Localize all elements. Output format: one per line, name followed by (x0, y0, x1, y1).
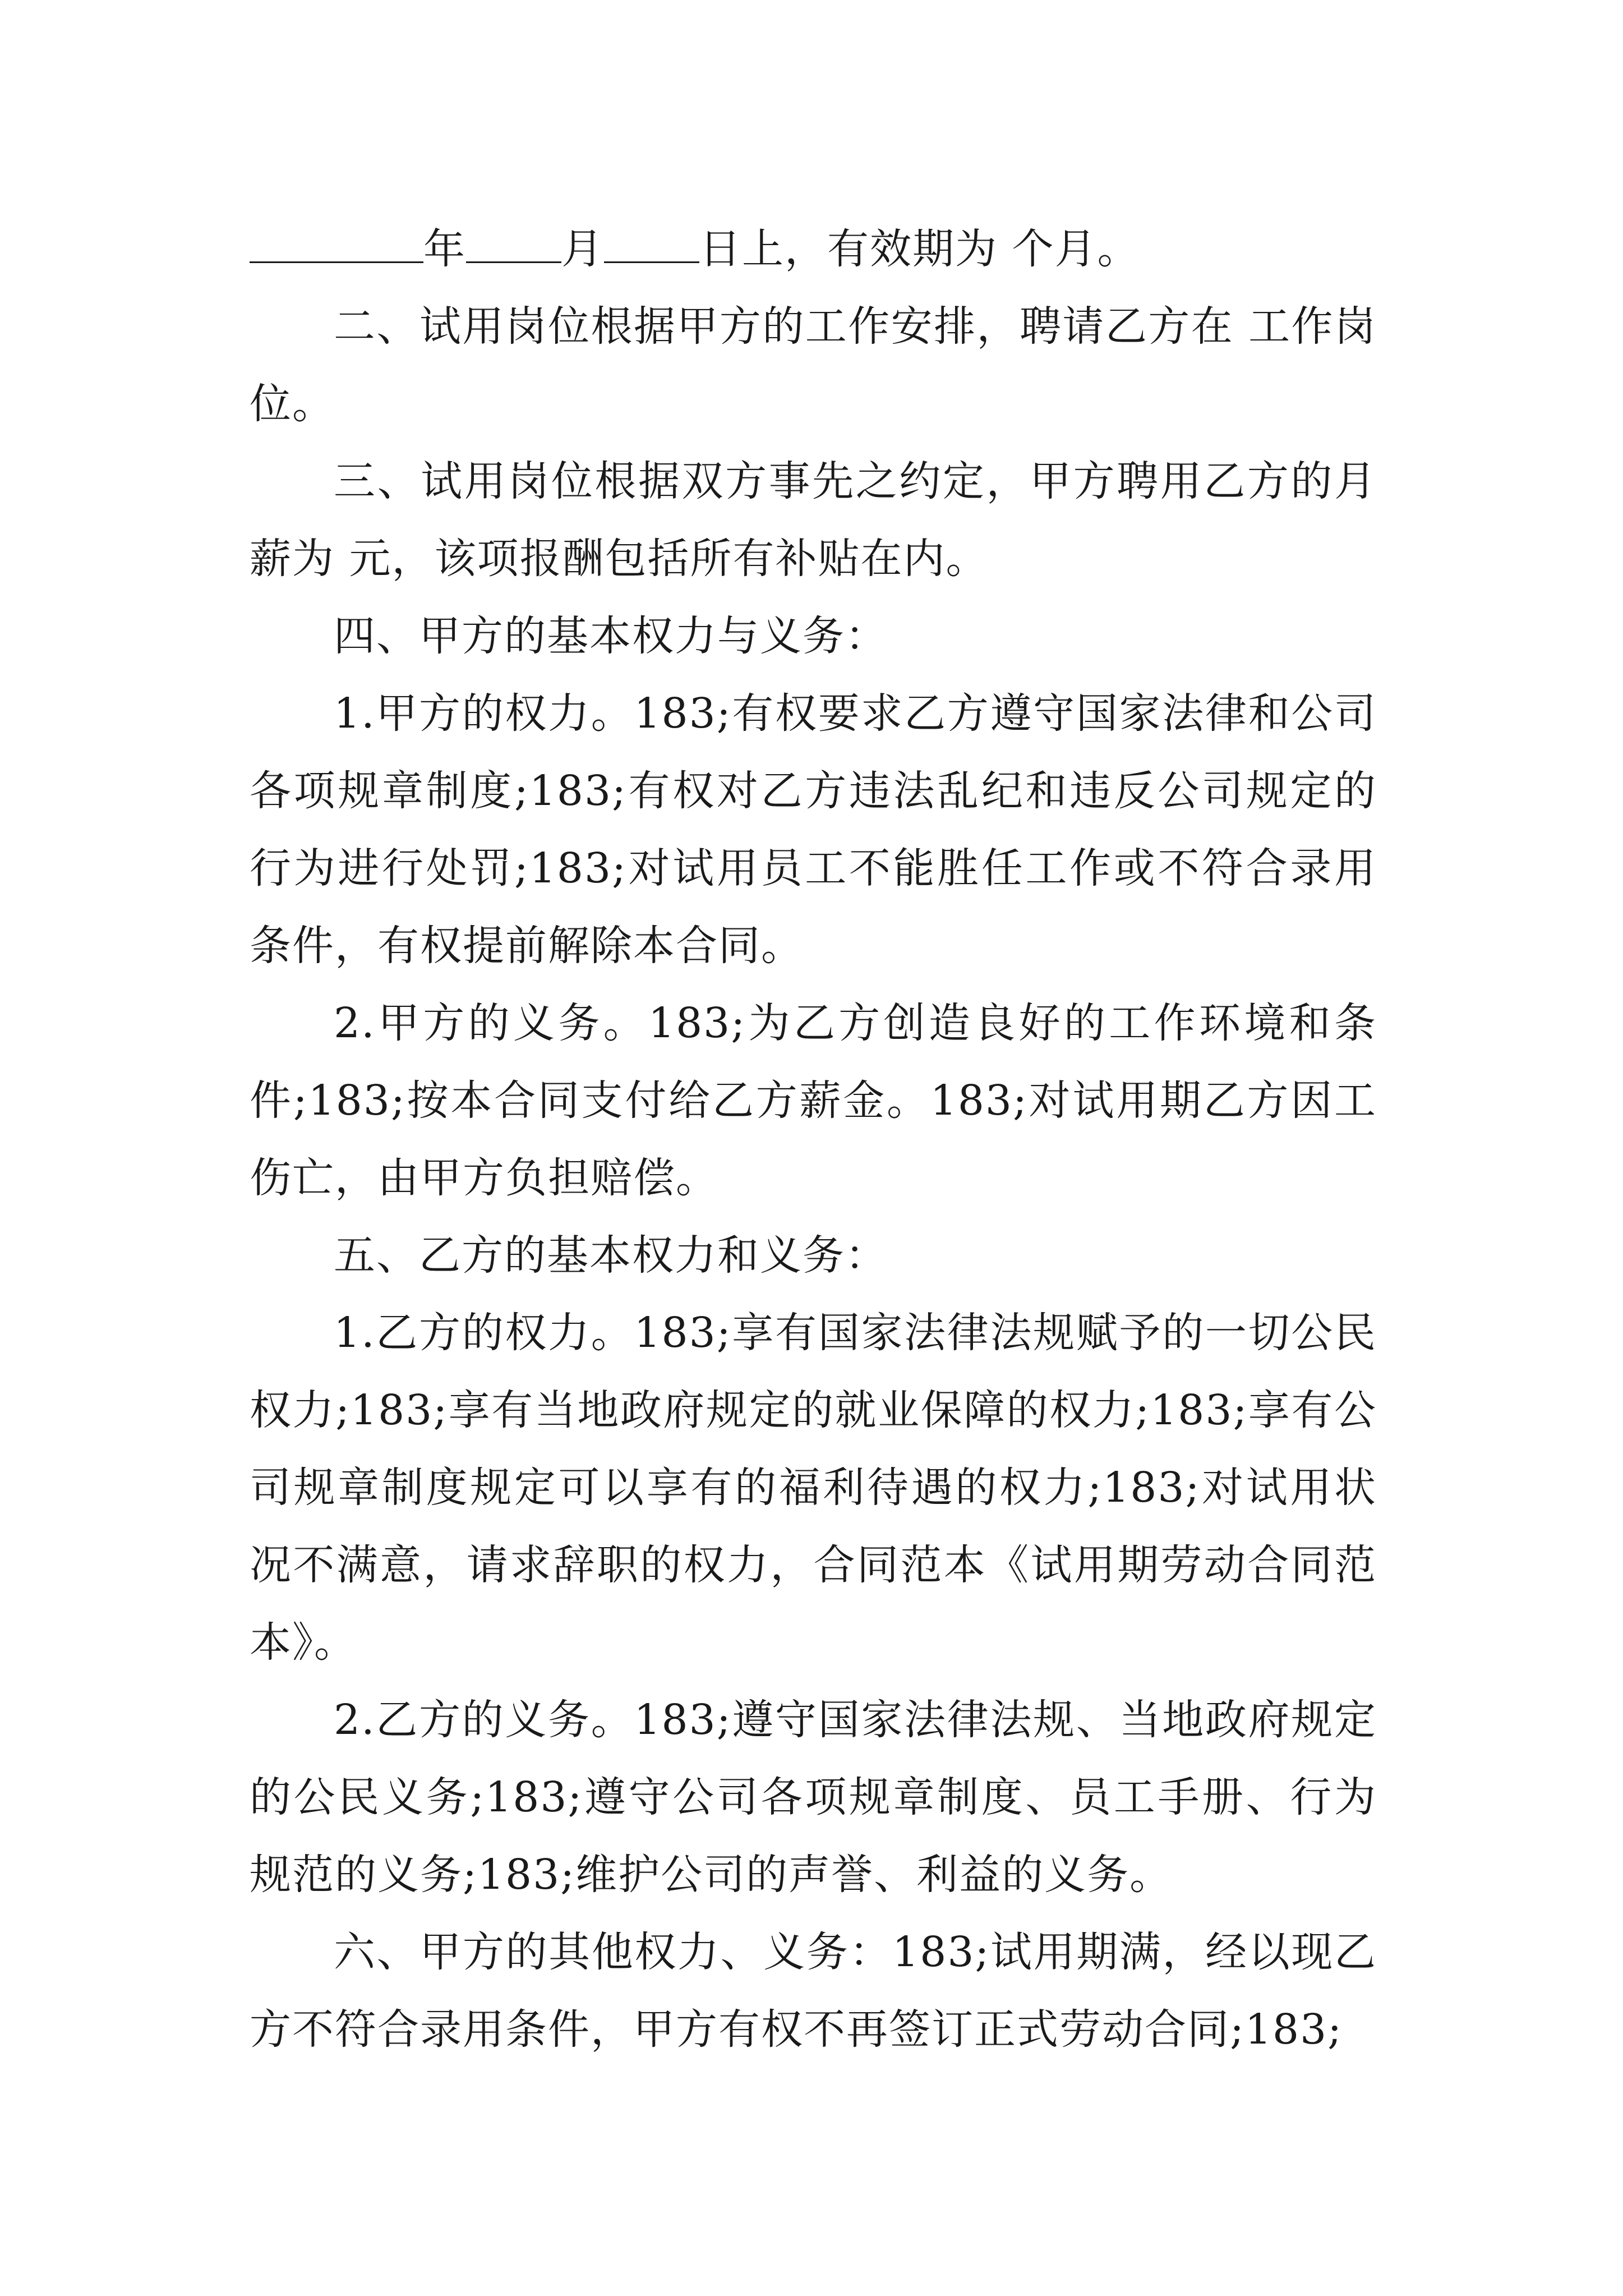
month-label: 月 (561, 225, 604, 273)
day-blank (604, 226, 699, 263)
clause-party-a-other: 六、甲方的其他权力、义务：183;试用期满，经以现乙方不符合录用条件，甲方有权不再签订正式劳动合同;183; (250, 1928, 1377, 2054)
month-blank (466, 226, 561, 263)
clause-position: 二、试用岗位根据甲方的工作安排，聘请乙方在 工作岗位。 (250, 302, 1377, 428)
clause-party-a-obligations: 2.甲方的义务。183;为乙方创造良好的工作环境和条件;183;按本合同支付给乙方薪金。183;对试用期乙方因工伤亡，由甲方负担赔偿。 (250, 999, 1377, 1202)
document-body (250, 210, 1377, 2068)
year-blank (250, 226, 423, 263)
clause-party-a-heading: 四、甲方的基本权力与义务： (334, 612, 888, 660)
clause-party-b-rights: 1.乙方的权力。183;享有国家法律法规赋予的一切公民权力;183;享有当地政府规定的就业保障的权力;183;享有公司规章制度规定可以享有的福利待遇的权力;183;对试用状况不满意，请求辞职的权力，合同范本《试用期劳动合同范本》。 (250, 1309, 1377, 1667)
clause-salary: 三、试用岗位根据双方事先之约定，甲方聘用乙方的月薪为 元，该项报酬包括所有补贴在内。 (250, 457, 1377, 583)
day-validity-text: 日上，有效期为 个月。 (699, 225, 1140, 273)
clause-party-b-heading: 五、乙方的基本权力和义务： (334, 1231, 888, 1280)
clause-party-b-obligations: 2.乙方的义务。183;遵守国家法律法规、当地政府规定的公民义务;183;遵守公司各项规章制度、员工手册、行为规范的义务;183;维护公司的声誉、利益的义务。 (250, 1696, 1377, 1899)
year-label: 年 (423, 225, 466, 273)
clause-party-a-rights: 1.甲方的权力。183;有权要求乙方遵守国家法律和公司各项规章制度;183;有权对乙方违法乱纪和违反公司规定的行为进行处罚;183;对试用员工不能胜任工作或不符合录用条件，有权提前解除本合同。 (250, 689, 1377, 970)
date-validity-line (250, 210, 1377, 288)
